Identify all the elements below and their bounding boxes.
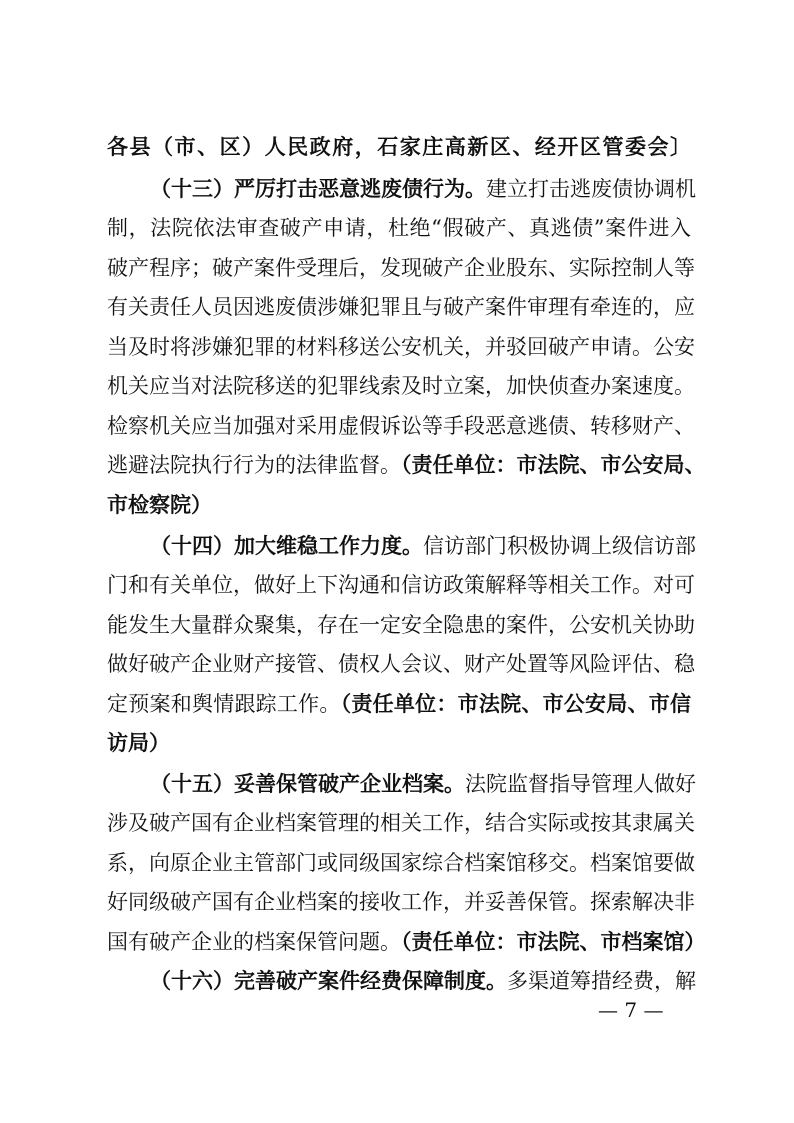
text-line [107, 688, 691, 720]
text-line [107, 886, 695, 918]
item-13-text: 机关应当对法院移送的犯罪线索及时立案，加快侦查办案速度。 [107, 374, 695, 398]
item-14-text: 能发生大量群众聚集，存在一定安全隐患的案件，公安机关协助 [107, 613, 695, 637]
page-number: — 7 — [598, 998, 664, 1022]
text-line [107, 291, 695, 323]
item-13-responsibility: 市检察院） [107, 493, 212, 517]
text-line [150, 768, 696, 800]
text-line [107, 131, 691, 163]
item-13-heading: （十三）严厉打击恶意逃废债行为。 [150, 177, 486, 201]
item-15-text: 国有破产企业的档案保管问题。 [107, 930, 401, 954]
item-14-text: 信访部门积极协调上级信访部 [423, 534, 696, 558]
text-line [107, 489, 691, 521]
item-14-responsibility: 访局） [107, 731, 170, 755]
item-14-text: 定预案和舆情跟踪工作。 [107, 692, 341, 716]
item-13-text: 检察机关应当加强对采用虚假诉讼等手段恶意逃债、转移财产、 [107, 414, 695, 438]
item-13-text: 建立打击逃废债协调机 [486, 177, 696, 201]
item-14-responsibility: （责任单位：市法院、市公安局、市信 [340, 692, 692, 716]
item-15-responsibility: （责任单位：市法院、市档案馆） [401, 930, 706, 954]
item-13-text: 当及时将涉嫌犯罪的材料移送公安机关，并驳回破产申请。公安 [107, 335, 695, 359]
text-line [107, 648, 695, 680]
text-line [107, 569, 695, 601]
text-line [107, 727, 691, 759]
text-line [107, 807, 695, 839]
text-line [107, 212, 691, 244]
text-line [150, 173, 696, 205]
item-15-text: 好同级破产国有企业档案的接收工作，并妥善保管。探索解决非 [107, 890, 695, 914]
text-line [150, 530, 696, 562]
text-line [107, 331, 695, 363]
item-14-heading: （十四）加大维稳工作力度。 [150, 534, 423, 558]
item-15-text: 涉及破产国有企业档案管理的相关工作，结合实际或按其隶属关 [107, 811, 695, 835]
item-15-text: 系，向原企业主管部门或同级国家综合档案馆移交。档案馆要做 [107, 851, 695, 875]
item-13-text: 破产程序；破产案件受理后，发现破产企业股东、实际控制人等 [107, 256, 695, 280]
item-13-text: 逃避法院执行行为的法律监督。 [107, 453, 401, 477]
text-line [107, 449, 706, 481]
item-14-text: 门和有关单位，做好上下沟通和信访政策解释等相关工作。对可 [107, 573, 695, 597]
text-line [107, 926, 706, 958]
text-line [107, 410, 695, 442]
item-16-text: 多渠道筹措经费，解 [507, 969, 696, 993]
item-13-text: 制，法院依法审查破产申请，杜绝“假破产、真逃债”案件进入 [107, 216, 691, 240]
item-15-text: 法院监督指导管理人做好 [465, 772, 696, 796]
text-line [107, 847, 695, 879]
item-13-text: 有关责任人员因逃废债涉嫌犯罪且与破产案件审理有牵连的，应 [107, 295, 695, 319]
item-13-responsibility: （责任单位：市法院、市公安局、 [401, 453, 706, 477]
text-line [107, 609, 695, 641]
item-16-heading: （十六）完善破产案件经费保障制度。 [150, 969, 507, 993]
text-line [107, 370, 695, 402]
item-15-heading: （十五）妥善保管破产企业档案。 [150, 772, 465, 796]
text-line [107, 252, 695, 284]
responsibility-continuation: 各县（市、区）人民政府，石家庄高新区、经开区管委会〕 [107, 135, 691, 159]
item-14-text: 做好破产企业财产接管、债权人会议、财产处置等风险评估、稳 [107, 652, 695, 676]
text-line [150, 965, 696, 997]
